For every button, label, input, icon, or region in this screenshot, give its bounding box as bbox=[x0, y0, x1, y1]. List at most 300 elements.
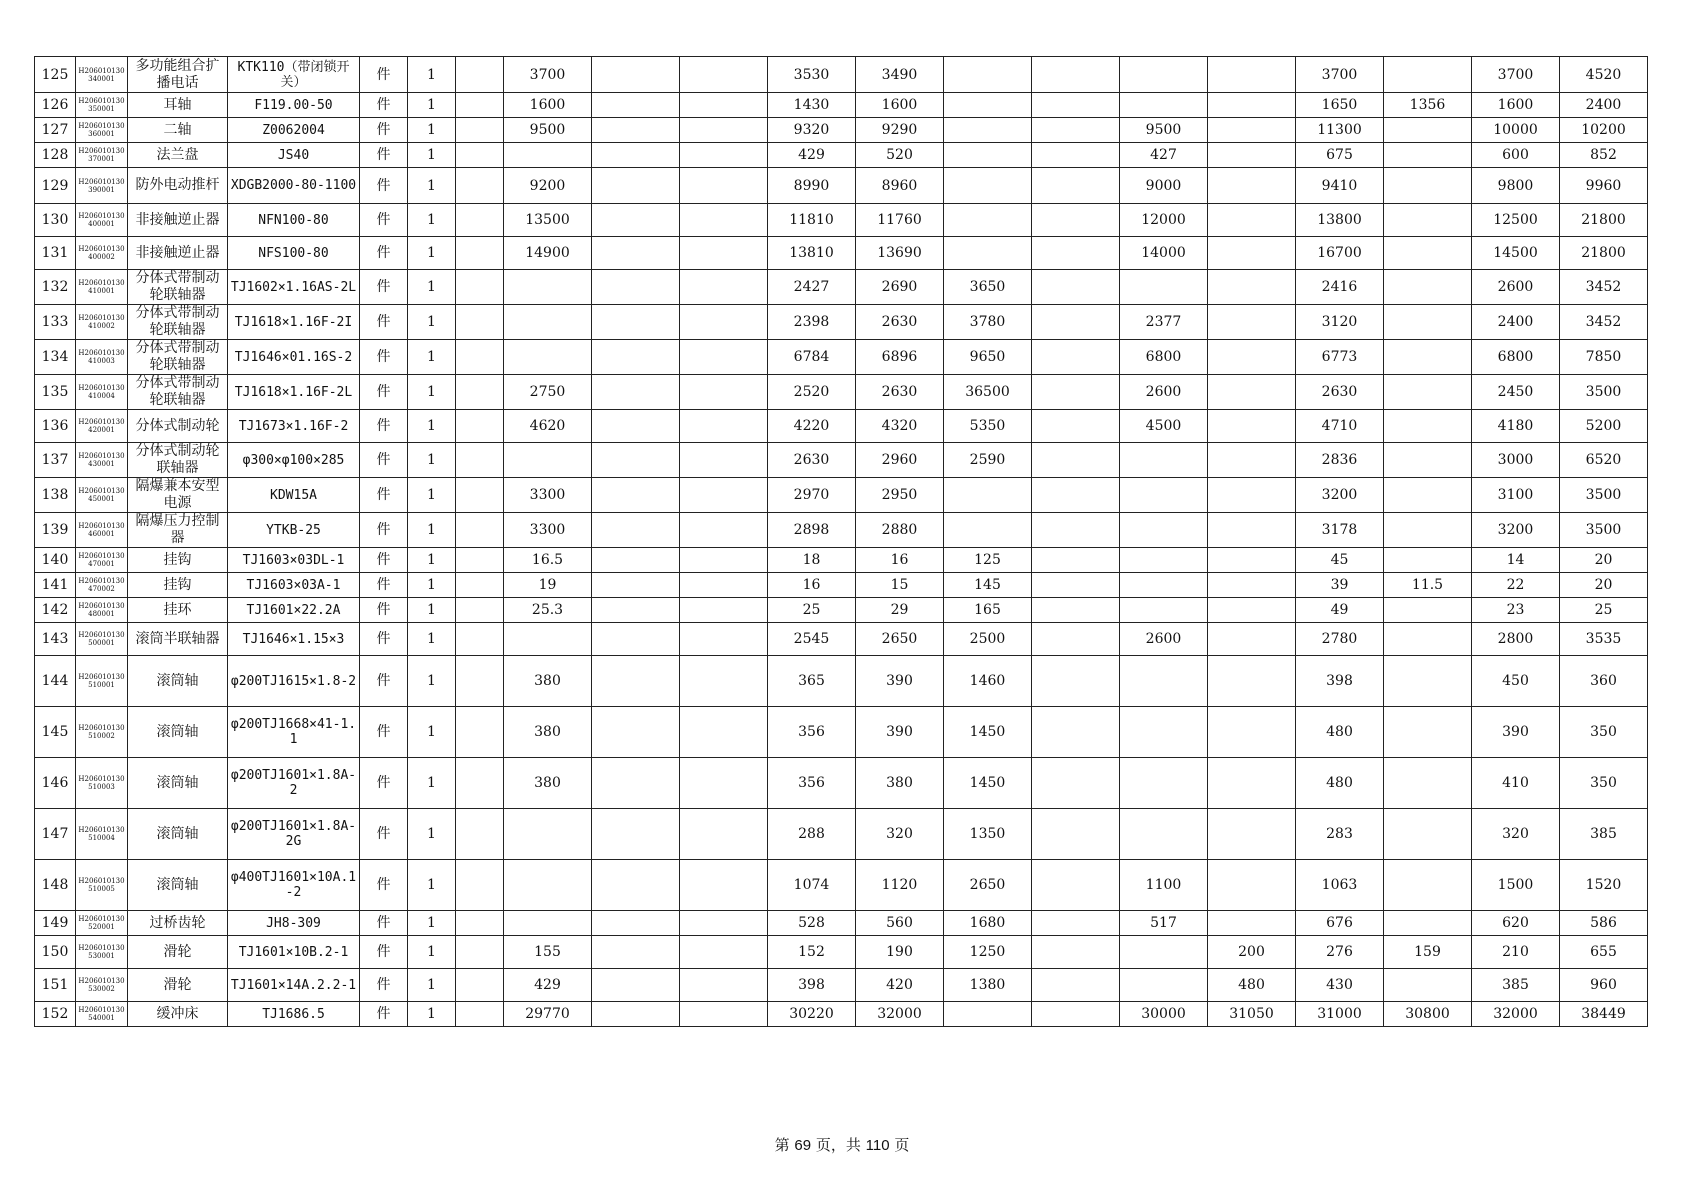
table-row bbox=[35, 340, 1648, 375]
unit-cell: 件 bbox=[360, 969, 408, 1002]
price-cell bbox=[1032, 93, 1120, 118]
price-cell bbox=[456, 860, 504, 911]
row-number-cell: 142 bbox=[35, 598, 76, 623]
price-cell: 2630 bbox=[768, 443, 856, 478]
price-cell: 2650 bbox=[856, 623, 944, 656]
price-cell: 10000 bbox=[1472, 118, 1560, 143]
price-cell: 360 bbox=[1560, 656, 1648, 707]
price-cell bbox=[592, 168, 680, 204]
price-cell: 9500 bbox=[1120, 118, 1208, 143]
price-cell: 2950 bbox=[856, 478, 944, 513]
price-cell bbox=[456, 656, 504, 707]
price-cell: 3530 bbox=[768, 57, 856, 93]
material-code-cell: H206010130390001 bbox=[76, 168, 128, 204]
price-cell: 2590 bbox=[944, 443, 1032, 478]
price-cell bbox=[592, 860, 680, 911]
price-cell bbox=[504, 911, 592, 936]
price-cell: 21800 bbox=[1560, 204, 1648, 237]
table-row bbox=[35, 911, 1648, 936]
price-cell bbox=[680, 513, 768, 548]
price-cell: 31050 bbox=[1208, 1002, 1296, 1027]
price-cell bbox=[504, 305, 592, 340]
price-cell: 38449 bbox=[1560, 1002, 1648, 1027]
price-cell: 1600 bbox=[504, 93, 592, 118]
price-cell: 18 bbox=[768, 548, 856, 573]
price-cell: 2398 bbox=[768, 305, 856, 340]
price-cell bbox=[680, 118, 768, 143]
price-cell bbox=[592, 270, 680, 305]
item-name-cell: 法兰盘 bbox=[128, 143, 228, 168]
price-cell bbox=[592, 548, 680, 573]
price-cell: 380 bbox=[504, 758, 592, 809]
quantity-cell: 1 bbox=[408, 204, 456, 237]
price-cell: 145 bbox=[944, 573, 1032, 598]
price-cell: 655 bbox=[1560, 936, 1648, 969]
price-cell bbox=[680, 375, 768, 410]
price-cell: 32000 bbox=[1472, 1002, 1560, 1027]
price-cell: 21800 bbox=[1560, 237, 1648, 270]
price-cell: 19 bbox=[504, 573, 592, 598]
price-cell bbox=[680, 936, 768, 969]
price-cell: 9320 bbox=[768, 118, 856, 143]
price-cell bbox=[456, 1002, 504, 1027]
table-row bbox=[35, 969, 1648, 1002]
price-cell: 2400 bbox=[1560, 93, 1648, 118]
price-cell: 429 bbox=[768, 143, 856, 168]
spec-cell: φ400TJ1601×10A.1-2 bbox=[228, 860, 360, 911]
price-cell: 1100 bbox=[1120, 860, 1208, 911]
page-footer bbox=[0, 1134, 1684, 1155]
price-cell: 5200 bbox=[1560, 410, 1648, 443]
price-cell bbox=[1032, 969, 1120, 1002]
price-cell bbox=[944, 57, 1032, 93]
price-cell bbox=[680, 270, 768, 305]
unit-cell: 件 bbox=[360, 57, 408, 93]
price-cell bbox=[456, 410, 504, 443]
quantity-cell: 1 bbox=[408, 340, 456, 375]
spec-cell: φ200TJ1615×1.8-2 bbox=[228, 656, 360, 707]
material-code-cell: H206010130360001 bbox=[76, 118, 128, 143]
price-cell: 356 bbox=[768, 707, 856, 758]
quantity-cell: 1 bbox=[408, 758, 456, 809]
item-name-cell: 分体式制动轮 bbox=[128, 410, 228, 443]
price-cell: 3100 bbox=[1472, 478, 1560, 513]
material-code-cell: H206010130530001 bbox=[76, 936, 128, 969]
price-cell bbox=[1208, 340, 1296, 375]
price-cell: 12000 bbox=[1120, 204, 1208, 237]
row-number-cell: 138 bbox=[35, 478, 76, 513]
price-cell: 165 bbox=[944, 598, 1032, 623]
quantity-cell: 1 bbox=[408, 707, 456, 758]
price-cell bbox=[1120, 548, 1208, 573]
price-cell bbox=[680, 204, 768, 237]
material-code-cell: H206010130470002 bbox=[76, 573, 128, 598]
price-cell: 3700 bbox=[504, 57, 592, 93]
quantity-cell: 1 bbox=[408, 305, 456, 340]
material-code-cell: H206010130460001 bbox=[76, 513, 128, 548]
price-cell bbox=[1384, 656, 1472, 707]
quantity-cell: 1 bbox=[408, 513, 456, 548]
price-cell bbox=[680, 598, 768, 623]
price-cell bbox=[1208, 168, 1296, 204]
price-cell bbox=[944, 1002, 1032, 1027]
price-cell bbox=[456, 809, 504, 860]
price-cell bbox=[1384, 270, 1472, 305]
price-cell bbox=[1208, 270, 1296, 305]
item-name-cell: 多功能组合扩播电话 bbox=[128, 57, 228, 93]
price-cell bbox=[1032, 1002, 1120, 1027]
spec-cell: KTK110（带闭锁开关） bbox=[228, 57, 360, 93]
unit-cell: 件 bbox=[360, 443, 408, 478]
material-code-cell: H206010130540001 bbox=[76, 1002, 128, 1027]
table-row bbox=[35, 936, 1648, 969]
price-cell bbox=[1120, 809, 1208, 860]
price-cell bbox=[1208, 623, 1296, 656]
table-row bbox=[35, 237, 1648, 270]
row-number-cell: 136 bbox=[35, 410, 76, 443]
price-cell bbox=[1208, 809, 1296, 860]
price-cell bbox=[944, 143, 1032, 168]
unit-cell: 件 bbox=[360, 513, 408, 548]
price-cell bbox=[504, 143, 592, 168]
price-cell: 3700 bbox=[1296, 57, 1384, 93]
row-number-cell: 135 bbox=[35, 375, 76, 410]
price-cell bbox=[1208, 204, 1296, 237]
price-cell bbox=[680, 168, 768, 204]
price-cell: 13810 bbox=[768, 237, 856, 270]
price-cell: 385 bbox=[1560, 809, 1648, 860]
price-cell: 30800 bbox=[1384, 1002, 1472, 1027]
table-row bbox=[35, 270, 1648, 305]
price-cell bbox=[680, 57, 768, 93]
quantity-cell: 1 bbox=[408, 911, 456, 936]
quantity-cell: 1 bbox=[408, 860, 456, 911]
material-code-cell: H206010130530002 bbox=[76, 969, 128, 1002]
unit-cell: 件 bbox=[360, 598, 408, 623]
item-name-cell: 耳轴 bbox=[128, 93, 228, 118]
price-cell: 586 bbox=[1560, 911, 1648, 936]
price-cell bbox=[504, 443, 592, 478]
price-cell: 4320 bbox=[856, 410, 944, 443]
price-cell: 12500 bbox=[1472, 204, 1560, 237]
price-cell: 5350 bbox=[944, 410, 1032, 443]
row-number-cell: 133 bbox=[35, 305, 76, 340]
price-cell bbox=[680, 860, 768, 911]
price-cell: 16.5 bbox=[504, 548, 592, 573]
price-cell: 560 bbox=[856, 911, 944, 936]
price-cell bbox=[592, 598, 680, 623]
table-row bbox=[35, 57, 1648, 93]
price-cell: 1380 bbox=[944, 969, 1032, 1002]
price-cell bbox=[680, 573, 768, 598]
table-row bbox=[35, 707, 1648, 758]
price-cell bbox=[1208, 513, 1296, 548]
price-cell bbox=[1384, 237, 1472, 270]
price-cell: 2416 bbox=[1296, 270, 1384, 305]
price-cell bbox=[592, 410, 680, 443]
quantity-cell: 1 bbox=[408, 237, 456, 270]
unit-cell: 件 bbox=[360, 911, 408, 936]
price-cell: 3700 bbox=[1472, 57, 1560, 93]
price-cell: 6896 bbox=[856, 340, 944, 375]
row-number-cell: 143 bbox=[35, 623, 76, 656]
price-cell: 398 bbox=[1296, 656, 1384, 707]
price-cell bbox=[456, 513, 504, 548]
price-cell bbox=[1208, 478, 1296, 513]
price-cell: 2600 bbox=[1120, 375, 1208, 410]
unit-cell: 件 bbox=[360, 340, 408, 375]
price-cell: 25 bbox=[1560, 598, 1648, 623]
price-cell bbox=[680, 758, 768, 809]
row-number-cell: 149 bbox=[35, 911, 76, 936]
spec-cell: NFN100-80 bbox=[228, 204, 360, 237]
price-cell bbox=[1032, 758, 1120, 809]
price-cell bbox=[592, 375, 680, 410]
price-cell bbox=[1032, 143, 1120, 168]
price-cell bbox=[456, 305, 504, 340]
price-cell: 320 bbox=[856, 809, 944, 860]
price-cell: 1500 bbox=[1472, 860, 1560, 911]
price-cell: 2800 bbox=[1472, 623, 1560, 656]
material-code-cell: H206010130410002 bbox=[76, 305, 128, 340]
quantity-cell: 1 bbox=[408, 656, 456, 707]
price-cell: 39 bbox=[1296, 573, 1384, 598]
price-cell: 6800 bbox=[1472, 340, 1560, 375]
price-cell: 4220 bbox=[768, 410, 856, 443]
material-code-cell: H206010130400001 bbox=[76, 204, 128, 237]
price-cell: 450 bbox=[1472, 656, 1560, 707]
table-row bbox=[35, 573, 1648, 598]
price-cell bbox=[456, 204, 504, 237]
price-cell: 20 bbox=[1560, 573, 1648, 598]
price-cell bbox=[592, 305, 680, 340]
price-cell: 2898 bbox=[768, 513, 856, 548]
price-cell bbox=[680, 623, 768, 656]
unit-cell: 件 bbox=[360, 936, 408, 969]
price-cell bbox=[1384, 340, 1472, 375]
price-cell: 3490 bbox=[856, 57, 944, 93]
price-cell: 13500 bbox=[504, 204, 592, 237]
price-cell: 1650 bbox=[1296, 93, 1384, 118]
item-name-cell: 过桥齿轮 bbox=[128, 911, 228, 936]
price-cell: 430 bbox=[1296, 969, 1384, 1002]
price-cell: 356 bbox=[768, 758, 856, 809]
item-name-cell: 滚筒轴 bbox=[128, 809, 228, 860]
price-cell: 210 bbox=[1472, 936, 1560, 969]
price-cell: 16700 bbox=[1296, 237, 1384, 270]
material-code-cell: H206010130410001 bbox=[76, 270, 128, 305]
item-name-cell: 隔爆压力控制器 bbox=[128, 513, 228, 548]
price-cell bbox=[1208, 707, 1296, 758]
price-cell: 6784 bbox=[768, 340, 856, 375]
price-cell bbox=[680, 911, 768, 936]
price-cell: 4500 bbox=[1120, 410, 1208, 443]
footer-prefix: 第 bbox=[774, 1136, 795, 1154]
price-cell bbox=[1120, 707, 1208, 758]
price-cell: 676 bbox=[1296, 911, 1384, 936]
price-cell bbox=[456, 598, 504, 623]
material-code-cell: H206010130400002 bbox=[76, 237, 128, 270]
price-cell bbox=[456, 93, 504, 118]
spec-cell: φ200TJ1601×1.8A-2 bbox=[228, 758, 360, 809]
table-row bbox=[35, 375, 1648, 410]
unit-cell: 件 bbox=[360, 168, 408, 204]
price-cell bbox=[1208, 656, 1296, 707]
table-row bbox=[35, 410, 1648, 443]
price-cell bbox=[456, 707, 504, 758]
price-cell bbox=[592, 237, 680, 270]
row-number-cell: 125 bbox=[35, 57, 76, 93]
price-cell bbox=[1208, 410, 1296, 443]
price-cell: 9410 bbox=[1296, 168, 1384, 204]
price-cell: 2600 bbox=[1472, 270, 1560, 305]
price-cell bbox=[1208, 443, 1296, 478]
price-cell bbox=[1384, 707, 1472, 758]
price-cell bbox=[1208, 548, 1296, 573]
spec-cell: XDGB2000-80-1100 bbox=[228, 168, 360, 204]
price-cell bbox=[1120, 758, 1208, 809]
price-cell bbox=[456, 340, 504, 375]
item-name-cell: 挂钩 bbox=[128, 548, 228, 573]
row-number-cell: 139 bbox=[35, 513, 76, 548]
price-cell bbox=[504, 809, 592, 860]
price-cell bbox=[1032, 548, 1120, 573]
price-cell: 25 bbox=[768, 598, 856, 623]
price-cell: 1250 bbox=[944, 936, 1032, 969]
spec-cell: TJ1646×1.15×3 bbox=[228, 623, 360, 656]
price-cell bbox=[1384, 143, 1472, 168]
row-number-cell: 147 bbox=[35, 809, 76, 860]
price-cell bbox=[456, 936, 504, 969]
price-cell bbox=[456, 270, 504, 305]
unit-cell: 件 bbox=[360, 573, 408, 598]
price-cell bbox=[1384, 513, 1472, 548]
price-cell bbox=[504, 860, 592, 911]
price-cell bbox=[456, 969, 504, 1002]
price-cell: 3535 bbox=[1560, 623, 1648, 656]
price-cell: 3200 bbox=[1296, 478, 1384, 513]
spec-cell: NFS100-80 bbox=[228, 237, 360, 270]
material-code-cell: H206010130450001 bbox=[76, 478, 128, 513]
price-cell: 9800 bbox=[1472, 168, 1560, 204]
price-cell bbox=[592, 707, 680, 758]
price-cell bbox=[1384, 969, 1472, 1002]
price-cell bbox=[456, 573, 504, 598]
price-cell: 2836 bbox=[1296, 443, 1384, 478]
price-cell: 25.3 bbox=[504, 598, 592, 623]
price-cell bbox=[456, 443, 504, 478]
price-cell: 45 bbox=[1296, 548, 1384, 573]
quantity-cell: 1 bbox=[408, 93, 456, 118]
item-name-cell: 滑轮 bbox=[128, 969, 228, 1002]
price-cell: 3452 bbox=[1560, 270, 1648, 305]
price-cell: 1350 bbox=[944, 809, 1032, 860]
price-cell bbox=[592, 443, 680, 478]
unit-cell: 件 bbox=[360, 93, 408, 118]
price-cell bbox=[944, 93, 1032, 118]
quantity-cell: 1 bbox=[408, 143, 456, 168]
quantity-cell: 1 bbox=[408, 270, 456, 305]
price-cell: 1063 bbox=[1296, 860, 1384, 911]
price-cell bbox=[1120, 969, 1208, 1002]
price-cell: 11760 bbox=[856, 204, 944, 237]
price-cell bbox=[680, 548, 768, 573]
price-cell: 3650 bbox=[944, 270, 1032, 305]
row-number-cell: 140 bbox=[35, 548, 76, 573]
price-cell bbox=[1208, 57, 1296, 93]
price-cell: 6773 bbox=[1296, 340, 1384, 375]
price-cell bbox=[592, 911, 680, 936]
price-cell bbox=[680, 410, 768, 443]
unit-cell: 件 bbox=[360, 118, 408, 143]
price-cell bbox=[592, 623, 680, 656]
spec-cell: JS40 bbox=[228, 143, 360, 168]
price-cell: 10200 bbox=[1560, 118, 1648, 143]
price-cell: 14000 bbox=[1120, 237, 1208, 270]
row-number-cell: 126 bbox=[35, 93, 76, 118]
table-row bbox=[35, 809, 1648, 860]
price-cell: 190 bbox=[856, 936, 944, 969]
price-cell: 4620 bbox=[504, 410, 592, 443]
price-cell bbox=[680, 1002, 768, 1027]
spec-cell: TJ1618×1.16F-2I bbox=[228, 305, 360, 340]
price-cell: 4180 bbox=[1472, 410, 1560, 443]
price-cell: 7850 bbox=[1560, 340, 1648, 375]
unit-cell: 件 bbox=[360, 758, 408, 809]
price-cell: 2690 bbox=[856, 270, 944, 305]
price-cell bbox=[1208, 860, 1296, 911]
table-row bbox=[35, 598, 1648, 623]
spec-cell: F119.00-50 bbox=[228, 93, 360, 118]
table-row bbox=[35, 478, 1648, 513]
price-cell bbox=[456, 237, 504, 270]
price-cell bbox=[1208, 143, 1296, 168]
price-cell: 2520 bbox=[768, 375, 856, 410]
price-cell bbox=[1120, 598, 1208, 623]
price-cell: 11.5 bbox=[1384, 573, 1472, 598]
price-cell: 2600 bbox=[1120, 623, 1208, 656]
price-cell bbox=[1384, 410, 1472, 443]
price-cell: 283 bbox=[1296, 809, 1384, 860]
item-name-cell: 分体式带制动轮联轴器 bbox=[128, 270, 228, 305]
price-cell: 11810 bbox=[768, 204, 856, 237]
material-code-cell: H206010130510005 bbox=[76, 860, 128, 911]
price-cell bbox=[680, 340, 768, 375]
quantity-cell: 1 bbox=[408, 969, 456, 1002]
price-cell: 390 bbox=[856, 707, 944, 758]
price-cell: 13690 bbox=[856, 237, 944, 270]
item-name-cell: 缓冲床 bbox=[128, 1002, 228, 1027]
row-number-cell: 141 bbox=[35, 573, 76, 598]
table-row bbox=[35, 548, 1648, 573]
price-cell bbox=[1120, 573, 1208, 598]
price-cell: 380 bbox=[504, 707, 592, 758]
price-cell: 4520 bbox=[1560, 57, 1648, 93]
price-cell: 32000 bbox=[856, 1002, 944, 1027]
price-cell bbox=[1032, 911, 1120, 936]
price-cell: 23 bbox=[1472, 598, 1560, 623]
unit-cell: 件 bbox=[360, 623, 408, 656]
price-cell: 3300 bbox=[504, 478, 592, 513]
price-cell: 2960 bbox=[856, 443, 944, 478]
price-cell: 365 bbox=[768, 656, 856, 707]
price-cell bbox=[592, 969, 680, 1002]
material-code-cell: H206010130430001 bbox=[76, 443, 128, 478]
price-cell bbox=[1384, 598, 1472, 623]
spec-cell: TJ1646×01.16S-2 bbox=[228, 340, 360, 375]
price-cell: 16 bbox=[856, 548, 944, 573]
price-cell bbox=[1384, 443, 1472, 478]
